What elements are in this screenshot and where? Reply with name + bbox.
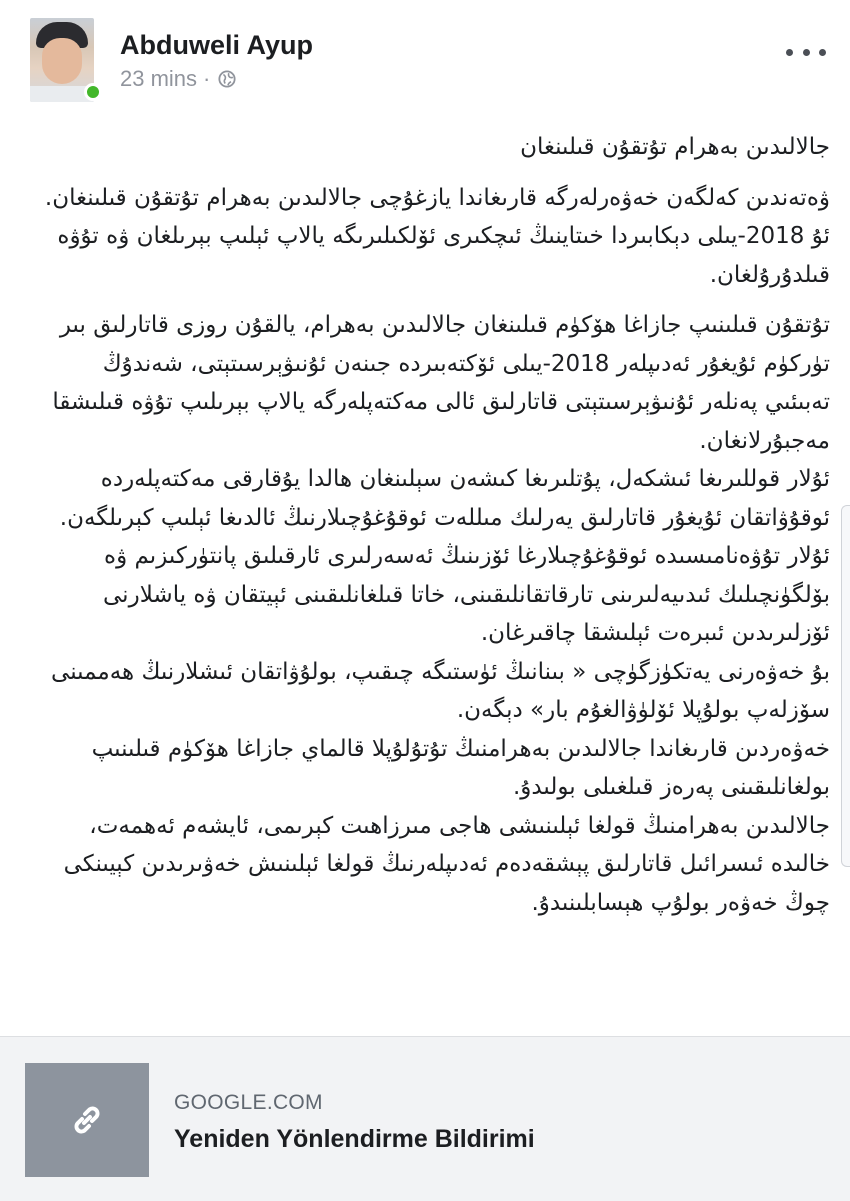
more-dots-icon xyxy=(819,49,826,56)
more-options-button[interactable] xyxy=(786,40,826,64)
post-paragraph: ئۇلار قوللىرىغا ئىشكەل، پۇتلىرىغا كىشەن سېلىنغان ھالدا يۇقارقى مەكتەپلەردە ئوقۇۋاتقان ئۇيغۇر قاتارلىق يەرلىك مىللەت ئوقۇغۇچىلارنىڭ ئالدىغا ئېلىپ كېرىلگەن. ئۇلار تۇۋەنامىسىدە ئوقۇغۇچىلارغا ئۆزىنىڭ ئەسەرلىرى ئارقىلىق پانتۈركىزىم ۋە بۆلگۈنچىلىك ئىدىيەلىرىنى تارقاتقانلىقىنى، خاتا قىلغانلىقىنى ئېيتقان ۋە ياشلارنى ئۆزلىرىدىن ئىبرەت ئېلىشقا چاقىرغان. xyxy=(59,466,830,646)
post-paragraph: ۋەتەندىن كەلگەن خەۋەرلەرگە قارىغاندا يازغۇچى جالالىدىن بەھرام تۇتقۇن قىلىنغان. ئۇ 2018-يىلى دېكابىردا خىتاينىڭ ئىچكىرى ئۆلكىلىرىگە يالاپ ئېلىپ بېرىلغان ۋە تۇۋە قىلدۇرۇلغان. xyxy=(44,184,830,288)
more-dots-icon xyxy=(803,49,810,56)
link-icon xyxy=(67,1100,107,1140)
post-paragraph: خەۋەردىن قارىغاندا جالالىدىن بەھرامنىڭ تۇتۇلۇپلا قالماي جازاغا ھۆكۈم قىلىنىپ بولغانلىقىنى پەرەز قىلغىلى بولىدۇ. xyxy=(91,735,830,800)
post-time[interactable]: 23 mins xyxy=(120,66,198,91)
online-status-dot xyxy=(84,83,102,101)
link-domain[interactable]: GOOGLE.COM xyxy=(174,1091,323,1114)
link-title[interactable]: Yeniden Yönlendirme Bildirimi xyxy=(174,1125,535,1153)
post-paragraph: بۇ خەۋەرنى يەتكۈزگۈچى « بىنانىڭ ئۈستىگە چىقىپ، بولۇۋاتقان ئىشلارنىڭ ھەممىنى سۆزلەپ بولۇپلا ئۆلۈۋالغۇم بار» دېگەن. xyxy=(51,658,830,723)
post-meta xyxy=(120,66,236,92)
scrollbar-edge[interactable] xyxy=(841,505,850,867)
globe-icon[interactable] xyxy=(218,70,236,88)
meta-separator: · xyxy=(203,66,211,91)
link-thumbnail[interactable] xyxy=(25,1063,149,1177)
avatar-face xyxy=(42,38,82,84)
more-dots-icon xyxy=(786,49,793,56)
post-paragraph: تۇتقۇن قىلىنىپ جازاغا ھۆكۈم قىلىنغان جالالىدىن بەھرام، يالقۇن روزى قاتارلىق بىر تۈركۈم ئۇيغۇر ئەدىپلەر 2018-يىلى ئۆكتەبىردە جىنەن ئۇنىۋېرسىتېتى، شەندۇڭ تەبىئىي پەنلەر ئۇنىۋېرسىتېتى قاتارلىق ئالى مەكتەپلەرگە يالاپ بېرىلىپ تۇۋە قىلىشقا مەجبۇرلانغان. xyxy=(52,312,830,454)
post-header xyxy=(0,0,850,120)
post-paragraph: جالالىدىن بەھرامنىڭ قولغا ئېلىنىشى ھاجى مىرزاھىت كېرىمى، ئايشەم ئەھمەت، خالىدە ئىسرائىل قاتارلىق پېشقەدەم ئەدىپلەرنىڭ قولغا ئېلىنىش خەۋىرىدىن كېيىنكى چوڭ خەۋەر بولۇپ ھېسابلىنىدۇ. xyxy=(63,812,830,916)
author-name[interactable]: Abduweli Ayup xyxy=(120,30,313,60)
post-headline: جالالىدىن بەھرام تۇتقۇن قىلىنغان xyxy=(520,134,830,160)
link-preview-card[interactable] xyxy=(0,1036,850,1201)
post-body xyxy=(40,128,830,922)
